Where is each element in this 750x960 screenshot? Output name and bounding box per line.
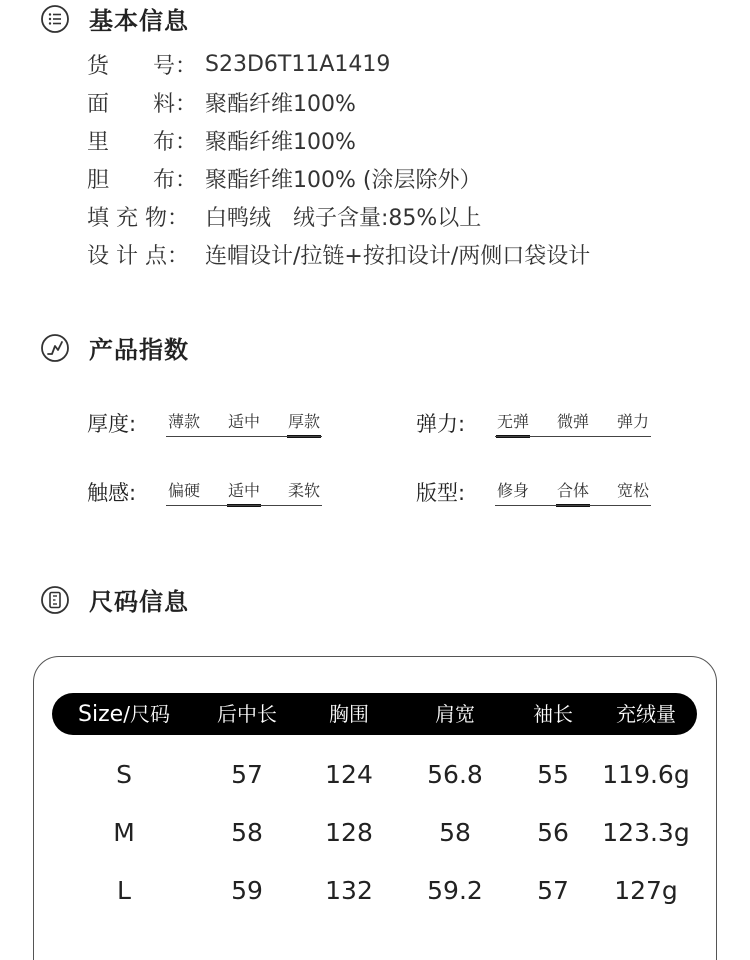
index-option: 修身 [496,481,529,500]
index-scale [495,409,651,437]
info-value: 聚酯纤维100% [205,91,356,117]
info-value: 白鸭绒 绒子含量:85%以上 [205,205,482,231]
list-icon [40,4,70,34]
table-cell: 58 [439,818,471,847]
info-label: 面 料： [87,91,198,117]
index-row-touch [87,477,322,507]
index-row-fit [416,477,651,507]
table-cell: 58 [231,818,263,847]
basic-info-header [40,1,189,36]
index-scale [166,409,322,437]
info-value: 连帽设计/拉链+按扣设计/两侧口袋设计 [205,243,591,269]
product-index-header [40,330,189,365]
info-row-item-number [87,45,590,83]
index-scale [166,478,322,506]
index-label: 弹力: [416,412,466,436]
info-label: 胆 布： [87,167,198,193]
table-cell: 55 [537,760,569,789]
header-back-length: 后中长 [217,702,277,726]
table-cell: 132 [325,876,373,905]
table-cell: 119.6g [602,760,690,789]
size-info-header [40,582,189,617]
table-cell: 123.3g [602,818,690,847]
info-row-lining [87,121,590,159]
trend-chart-icon [40,333,70,363]
info-row-fabric [87,83,590,121]
index-option: 柔软 [287,481,320,500]
index-label: 版型: [416,481,466,505]
size-cell: M [113,818,135,847]
index-label: 触感: [87,481,137,505]
size-info-title: 尺码信息 [89,588,189,616]
info-row-design [87,235,590,273]
header-fill-weight: 充绒量 [616,702,676,726]
table-cell: 56 [537,818,569,847]
ruler-icon [40,585,70,615]
basic-info-list [87,45,590,273]
table-cell: 57 [231,760,263,789]
header-chest: 胸围 [329,702,369,726]
index-row-thickness [87,408,322,438]
size-header-label-cn: /尺码 [123,702,170,726]
index-option-selected: 适中 [226,478,262,501]
size-cell: S [116,760,132,789]
index-option-selected: 合体 [555,478,591,501]
header-sleeve: 袖长 [533,702,573,726]
size-header-cell [64,693,184,735]
index-option-selected: 无弹 [495,409,531,432]
info-label: 填 充 物： [87,205,189,231]
info-label: 里 布： [87,129,198,155]
info-value: S23D6T11A1419 [205,51,391,77]
table-cell: 56.8 [427,760,483,789]
table-cell: 128 [325,818,373,847]
index-option: 适中 [227,412,260,431]
table-cell: 124 [325,760,373,789]
index-label: 厚度: [87,412,137,436]
index-option: 弹力 [616,412,649,431]
table-cell: 59.2 [427,876,483,905]
info-value: 聚酯纤维100% [205,129,356,155]
table-cell: 59 [231,876,263,905]
size-header-label: Size [78,702,124,727]
product-index-title: 产品指数 [89,336,189,364]
table-cell: 127g [614,876,678,905]
index-row-elasticity [416,408,651,438]
info-label: 设 计 点： [87,243,189,269]
size-cell: L [117,876,131,905]
index-option: 宽松 [616,481,649,500]
index-option: 偏硬 [167,481,200,500]
index-option: 薄款 [167,412,200,431]
index-scale [495,478,651,506]
info-row-inner-shell [87,159,590,197]
header-shoulder: 肩宽 [435,702,475,726]
info-row-filling [87,197,590,235]
table-cell: 57 [537,876,569,905]
basic-info-title: 基本信息 [89,7,189,35]
index-option: 微弹 [556,412,589,431]
info-label: 货 号： [87,53,198,79]
index-option-selected: 厚款 [286,409,322,432]
info-value: 聚酯纤维100% (涂层除外） [205,167,482,193]
